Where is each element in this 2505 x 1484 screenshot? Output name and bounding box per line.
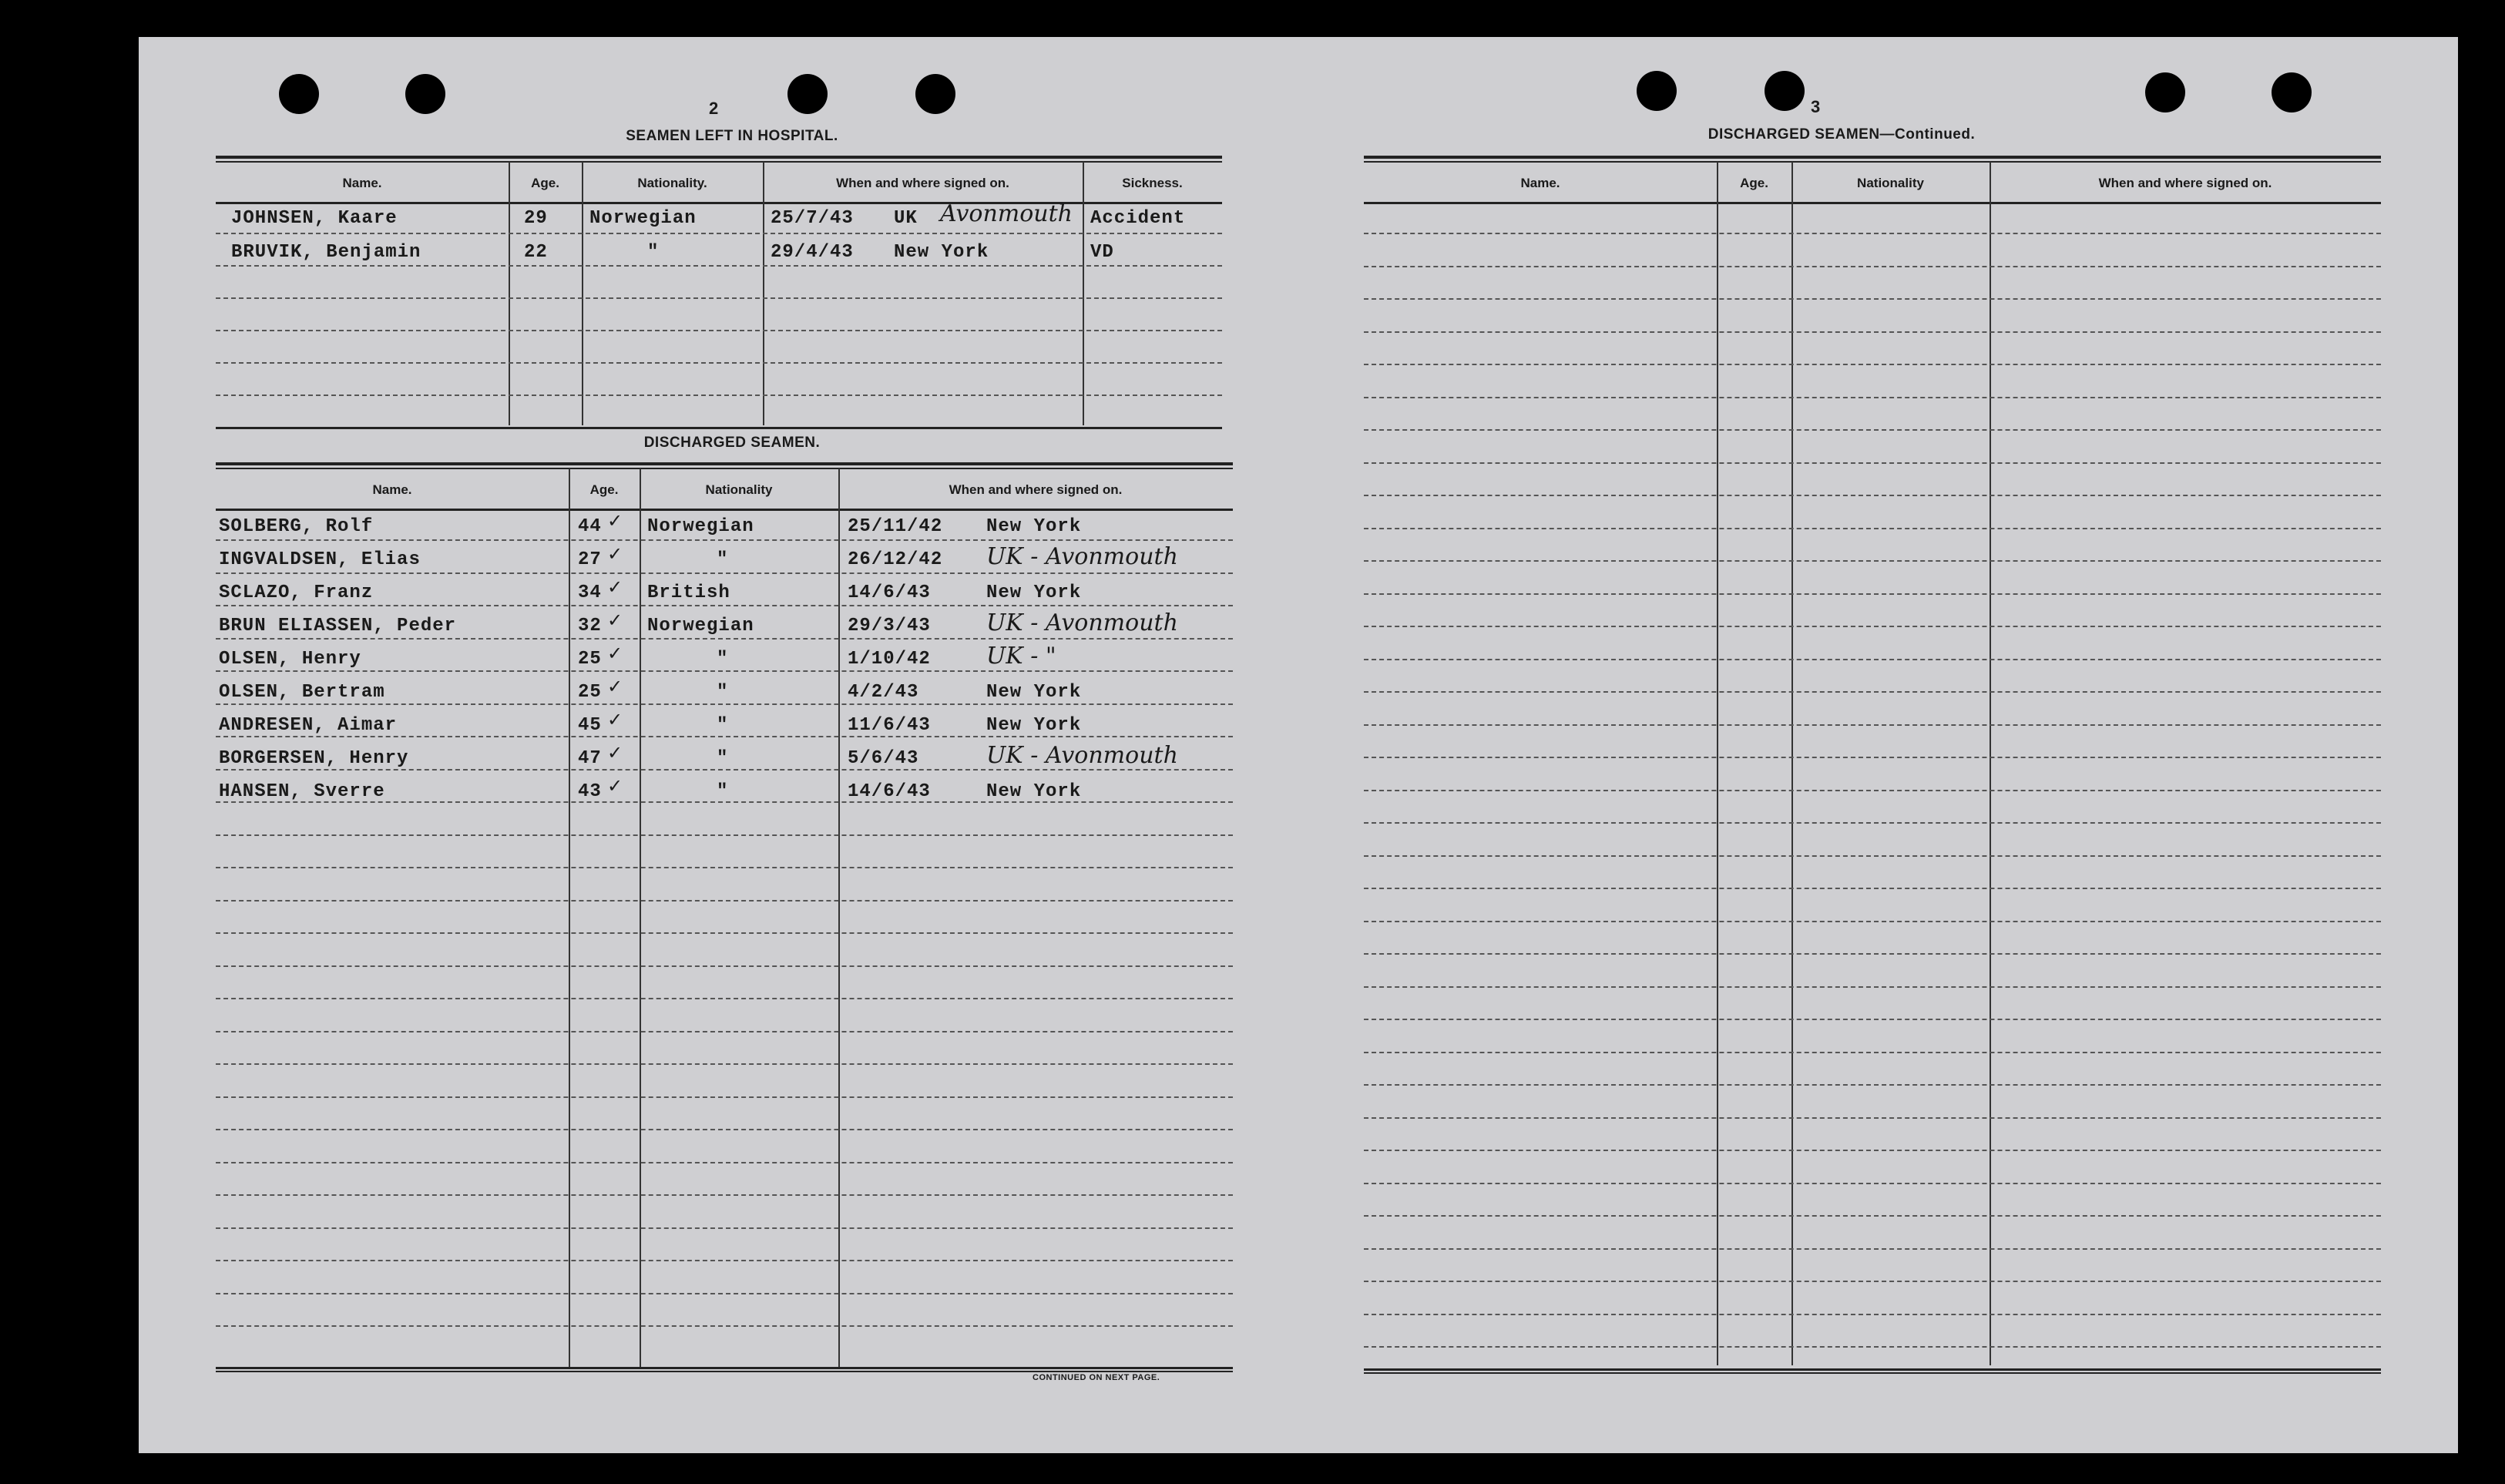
table-cell: 11/6/43 (848, 715, 931, 736)
table-cell: 4/2/43 (848, 682, 919, 703)
ruled-line (216, 265, 1222, 267)
check-mark: ✓ (607, 643, 624, 664)
check-mark: ✓ (607, 709, 624, 730)
table-cell: " (717, 748, 729, 769)
table-cell: 44 (578, 516, 602, 537)
ruled-line (1364, 1346, 2381, 1348)
ruled-line (216, 233, 1222, 234)
table-cell: 29 (524, 208, 548, 229)
table-cell: " (647, 242, 660, 263)
ruled-line (1364, 1314, 2381, 1315)
table-cell: 5/6/43 (848, 748, 919, 769)
table-cell: SCLAZO, Franz (219, 583, 374, 603)
column-header: Age. (1740, 176, 1768, 190)
ruled-line (216, 1031, 1233, 1032)
ruled-line (1364, 266, 2381, 267)
table-cell: JOHNSEN, Kaare (231, 208, 398, 229)
ruled-line (216, 638, 1233, 640)
table-cell: British (647, 583, 730, 603)
ruled-line (1364, 528, 2381, 529)
table-cell: " (717, 682, 729, 703)
discharged-section-title: DISCHARGED SEAMEN. (643, 435, 821, 451)
ruled-line (1364, 691, 2381, 693)
check-mark: ✓ (607, 510, 624, 532)
table-cell: 1/10/42 (848, 649, 931, 670)
ruled-line (216, 1096, 1233, 1098)
check-mark: ✓ (607, 543, 624, 565)
table-cell: Norwegian (589, 208, 697, 229)
ruled-line (216, 539, 1233, 541)
table-cell: " (717, 549, 729, 570)
ruled-line (216, 1325, 1233, 1327)
ruled-line (1364, 1084, 2381, 1086)
table-cell: UK - Avonmouth (986, 742, 1178, 769)
ruled-line (1364, 298, 2381, 300)
table-cell: 22 (524, 242, 548, 263)
table-cell: New York (894, 242, 989, 263)
ruled-line (1364, 233, 2381, 234)
ruled-line (216, 998, 1233, 999)
column-header: Nationality. (637, 176, 707, 190)
column-header: Name. (342, 176, 382, 190)
table-cell: Accident (1090, 208, 1186, 229)
table-cell: Avonmouth (940, 200, 1073, 227)
table-cell: New York (986, 583, 1082, 603)
discharged-continued-title: DISCHARGED SEAMEN—Continued. (1707, 126, 1976, 143)
ruled-line (1364, 888, 2381, 889)
check-mark: ✓ (607, 775, 624, 797)
ruled-line (1364, 1183, 2381, 1184)
table-cell: 32 (578, 616, 602, 636)
table-cell: BRUVIK, Benjamin (231, 242, 421, 263)
table-cell: 45 (578, 715, 602, 736)
table-cell: 29/3/43 (848, 616, 931, 636)
table-cell: UK (894, 208, 918, 229)
ruled-line (1364, 1150, 2381, 1151)
table-cell: Norwegian (647, 616, 754, 636)
right-page (1318, 37, 2458, 1453)
page-number: 2 (709, 99, 719, 118)
ruled-line (216, 670, 1233, 672)
table-cell: New York (986, 516, 1082, 537)
ruled-line (216, 1194, 1233, 1196)
table-cell: New York (986, 682, 1082, 703)
ruled-line (216, 1293, 1233, 1294)
ruled-line (216, 965, 1233, 967)
table-cell: 14/6/43 (848, 583, 931, 603)
ruled-line (1364, 626, 2381, 627)
table-cell: 43 (578, 781, 602, 802)
check-mark: ✓ (607, 609, 624, 631)
ruled-line (216, 605, 1233, 606)
ruled-line (216, 1129, 1233, 1130)
ruled-line (216, 703, 1233, 705)
table-cell: Norwegian (647, 516, 754, 537)
table-cell: HANSEN, Sverre (219, 781, 385, 802)
ruled-line (1364, 921, 2381, 922)
ruled-line (1364, 495, 2381, 496)
table-cell: 27 (578, 549, 602, 570)
ruled-line (216, 736, 1233, 737)
ruled-line (1364, 560, 2381, 562)
table-cell: OLSEN, Bertram (219, 682, 385, 703)
table-cell: ANDRESEN, Aimar (219, 715, 398, 736)
column-header: Name. (1520, 176, 1560, 190)
ruled-line (1364, 659, 2381, 660)
table-cell: 25/11/42 (848, 516, 943, 537)
ruled-line (216, 1063, 1233, 1065)
discharged-table (216, 462, 1233, 1418)
ruled-line (1364, 593, 2381, 595)
ruled-line (1364, 1052, 2381, 1053)
ruled-line (216, 867, 1233, 868)
ruled-line (1364, 397, 2381, 398)
ruled-line (1364, 1117, 2381, 1119)
hospital-table (216, 156, 1222, 464)
table-cell: 29/4/43 (771, 242, 854, 263)
check-mark: ✓ (607, 676, 624, 697)
ruled-line (216, 395, 1222, 396)
table-cell: INGVALDSEN, Elias (219, 549, 421, 570)
table-cell: SOLBERG, Rolf (219, 516, 374, 537)
table-cell: 25 (578, 649, 602, 670)
hospital-section-title: SEAMEN LEFT IN HOSPITAL. (626, 128, 838, 144)
column-header: When and where signed on. (836, 176, 1009, 190)
ruled-line (1364, 822, 2381, 824)
ruled-line (216, 834, 1233, 836)
ruled-line (1364, 986, 2381, 988)
table-cell: 25/7/43 (771, 208, 854, 229)
column-header: Age. (531, 176, 559, 190)
table-cell: BRUN ELIASSEN, Peder (219, 616, 457, 636)
table-cell: VD (1090, 242, 1114, 263)
column-header: When and where signed on. (2098, 176, 2272, 190)
ruled-line (1364, 855, 2381, 857)
ruled-line (1364, 790, 2381, 791)
ruled-line (216, 362, 1222, 364)
column-header: Nationality (1857, 176, 1924, 190)
ruled-line (216, 900, 1233, 901)
ruled-line (216, 572, 1233, 574)
table-cell: 26/12/42 (848, 549, 943, 570)
scanned-document-sheet (139, 37, 2458, 1453)
column-header: Sickness. (1122, 176, 1183, 190)
column-header: When and where signed on. (949, 482, 1123, 497)
ruled-line (216, 297, 1222, 299)
ruled-line (216, 1227, 1233, 1229)
table-cell: OLSEN, Henry (219, 649, 361, 670)
ruled-line (1364, 1019, 2381, 1020)
table-cell: New York (986, 781, 1082, 802)
ruled-line (1364, 331, 2381, 333)
ruled-line (1364, 724, 2381, 726)
left-page (139, 37, 1294, 1453)
table-cell: 34 (578, 583, 602, 603)
table-cell: UK - Avonmouth (986, 543, 1178, 570)
discharged-continued-table (1364, 156, 2381, 1412)
table-cell: UK - " (986, 643, 1056, 670)
check-mark: ✓ (607, 742, 624, 764)
ruled-line (216, 1162, 1233, 1163)
table-cell: " (717, 715, 729, 736)
table-cell: 14/6/43 (848, 781, 931, 802)
column-header: Nationality (705, 482, 773, 497)
check-mark: ✓ (607, 576, 624, 598)
ruled-line (1364, 757, 2381, 758)
ruled-line (216, 1260, 1233, 1261)
table-cell: " (717, 781, 729, 802)
ruled-line (216, 330, 1222, 331)
ruled-line (1364, 1215, 2381, 1217)
ruled-line (1364, 953, 2381, 955)
ruled-line (1364, 364, 2381, 365)
table-cell: BORGERSEN, Henry (219, 748, 409, 769)
ruled-line (1364, 1248, 2381, 1250)
ruled-line (1364, 462, 2381, 464)
table-cell: " (717, 649, 729, 670)
continued-note: CONTINUED ON NEXT PAGE. (1033, 1373, 1160, 1382)
table-cell: 25 (578, 682, 602, 703)
table-cell: UK - Avonmouth (986, 609, 1178, 636)
page-number: 3 (1811, 97, 1821, 116)
ruled-line (216, 932, 1233, 934)
ruled-line (1364, 1281, 2381, 1282)
column-header: Age. (589, 482, 619, 497)
ruled-line (1364, 429, 2381, 431)
column-header: Name. (372, 482, 412, 497)
table-cell: 47 (578, 748, 602, 769)
table-cell: New York (986, 715, 1082, 736)
